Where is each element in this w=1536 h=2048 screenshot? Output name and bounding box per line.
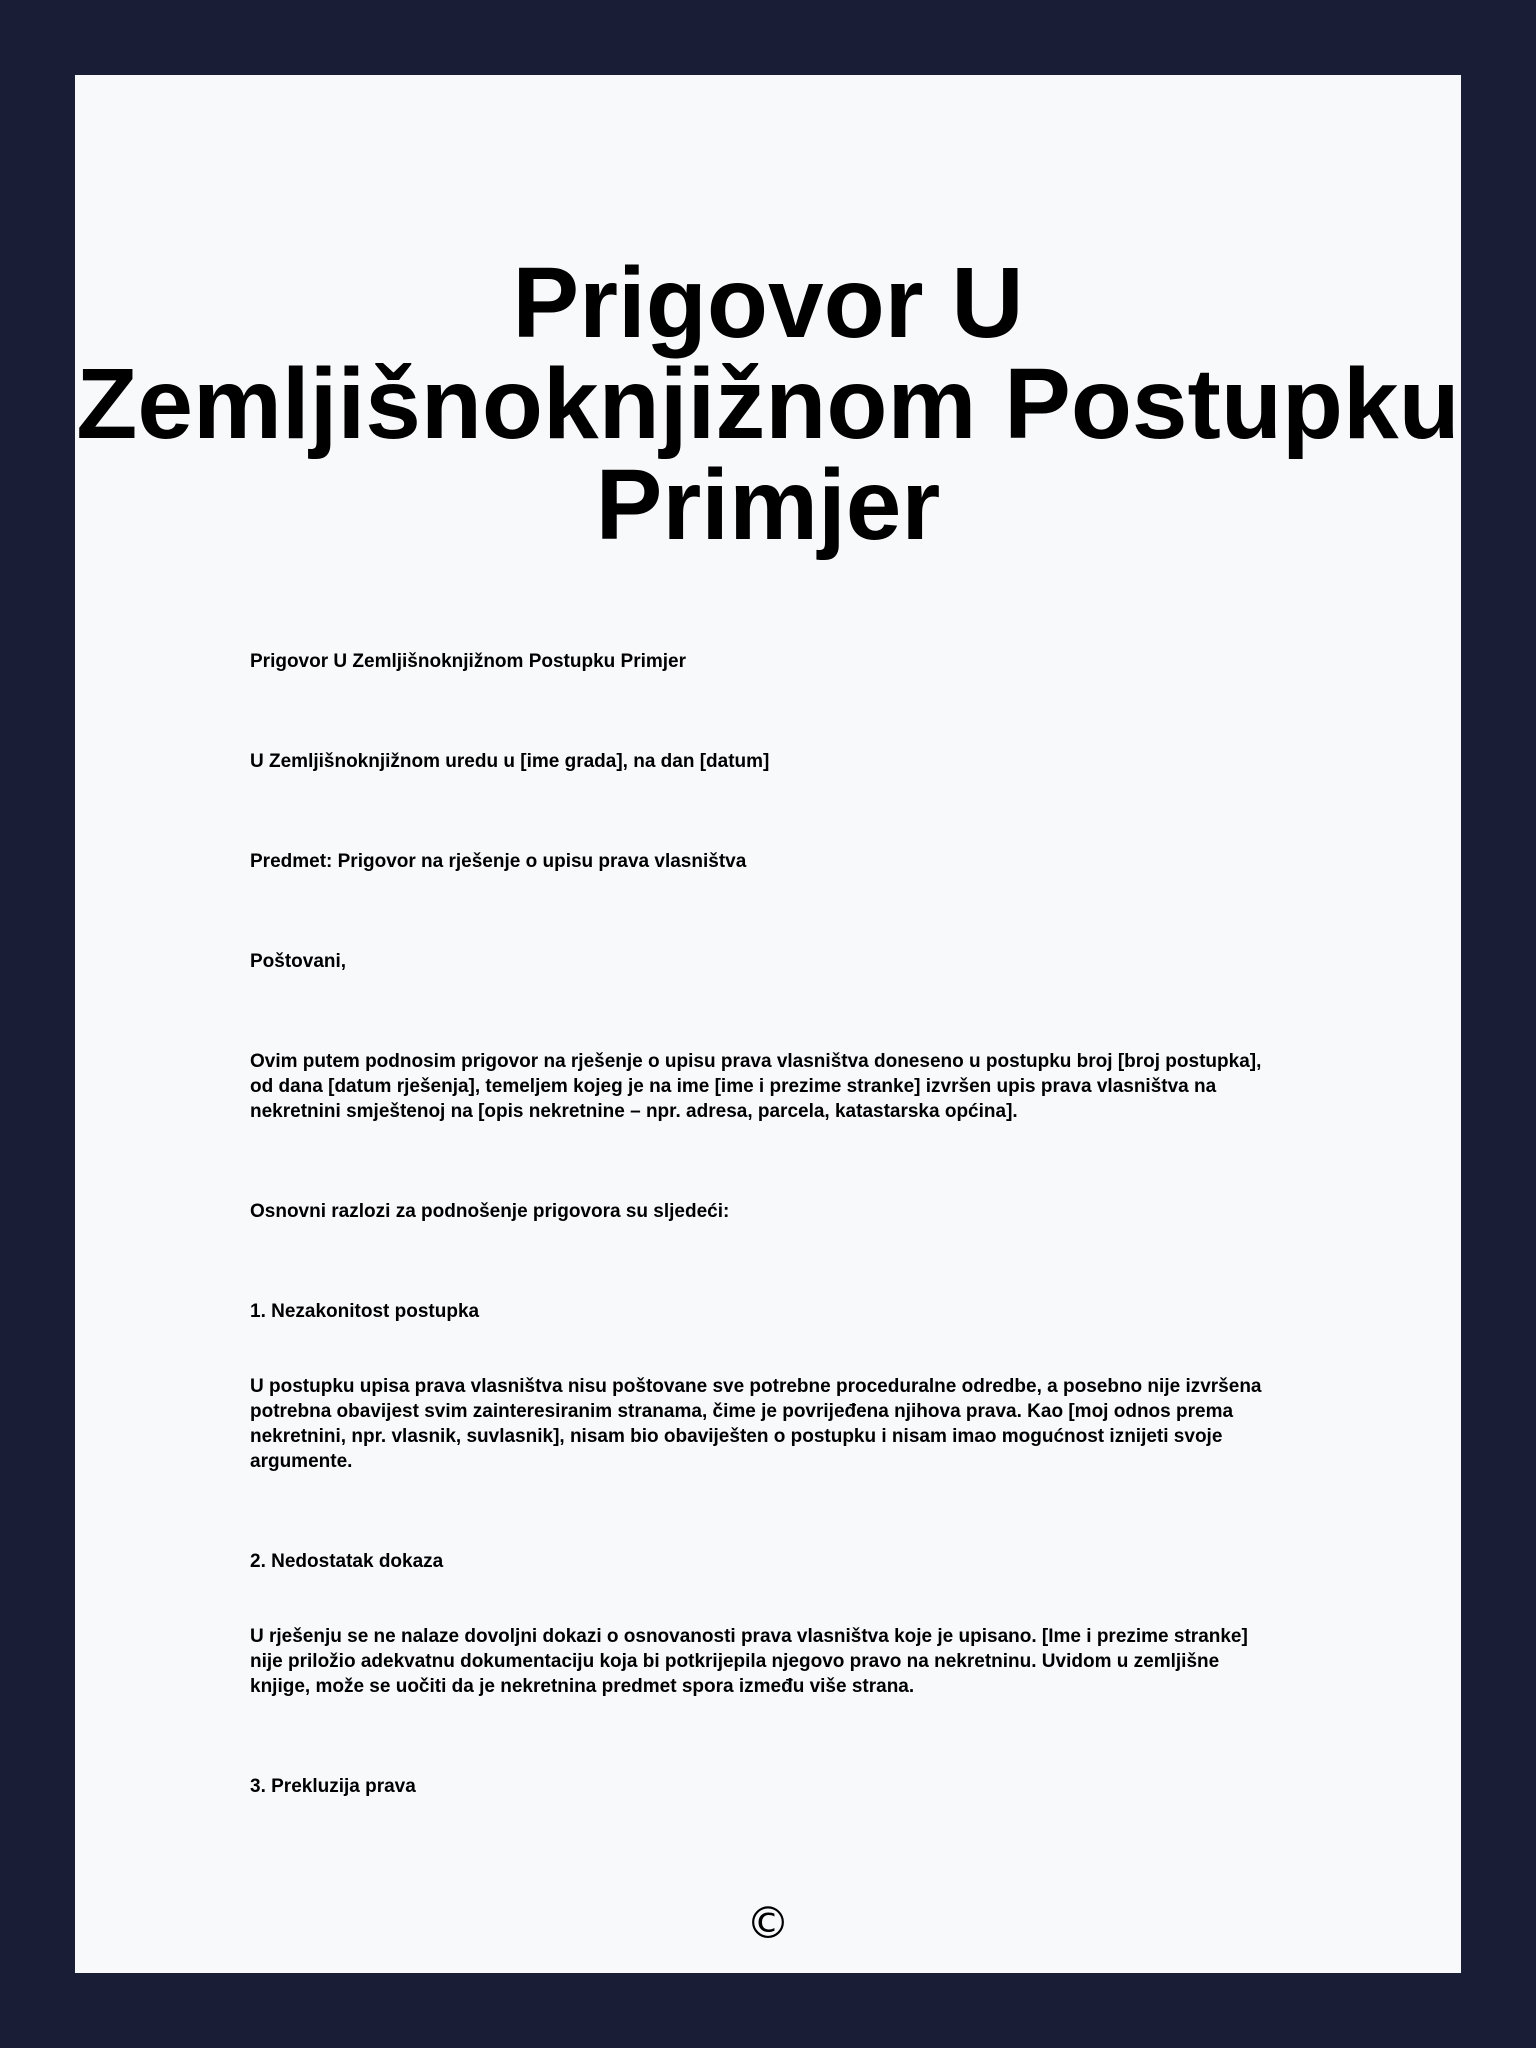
reasons-intro: Osnovni razlozi za podnošenje prigovora su sljedeći: (250, 1201, 730, 1222)
section-2-title: 2. Nedostatak dokaza (250, 1551, 444, 1572)
section-1-text: U postupku upisa prava vlasništva nisu poštovane sve potrebne proceduralne odredbe, a posebno nije izvršena potrebna obavijest svim zainteresiranim stranama, čime je povrijeđena njihova prava. Kao [moj odnos prema nekretnini, npr. vlasnik, suvlasnik], nisam bio obaviješten o postupku i nisam imao mogućnost iznijeti svoje argumente. (250, 1376, 1262, 1472)
document-heading: Prigovor U Zemljišnoknjižnom Postupku Primjer (250, 651, 687, 672)
copyright-icon: © (746, 1898, 790, 1949)
intro-paragraph: Ovim putem podnosim prigovor na rješenje o upisu prava vlasništva doneseno u postupku broj [broj postupka], od dana [datum rješenja], temeljem kojeg je na ime [ime i prezime stranke] izvršen upis prava vlasništva na nekretnini smještenoj na [opis nekretnine – npr. adresa, parcela, katastarska općina]. (250, 1051, 1262, 1122)
section-3-title: 3. Prekluzija prava (250, 1776, 416, 1797)
subject-line: Predmet: Prigovor na rješenje o upisu prava vlasništva (250, 851, 747, 872)
place-date-line: U Zemljišnoknjižnom uredu u [ime grada], na dan [datum] (250, 751, 770, 772)
greeting: Poštovani, (250, 951, 347, 972)
section-1-title: 1. Nezakonitost postupka (250, 1301, 480, 1322)
section-2-text: U rješenju se ne nalaze dovoljni dokazi o osnovanosti prava vlasništva koje je upisano. [Ime i prezime stranke] nije priložio adekvatnu dokumentaciju koja bi potkrijepila njegovo pravo na nekretninu. Uvidom u zemljišne knjige, može se uočiti da je nekretnina predmet spora između više strana. (250, 1626, 1248, 1697)
document-title: Prigovor U Zemljišnoknjižnom Postupku Primjer (76, 247, 1460, 561)
document-page (75, 75, 1461, 1973)
